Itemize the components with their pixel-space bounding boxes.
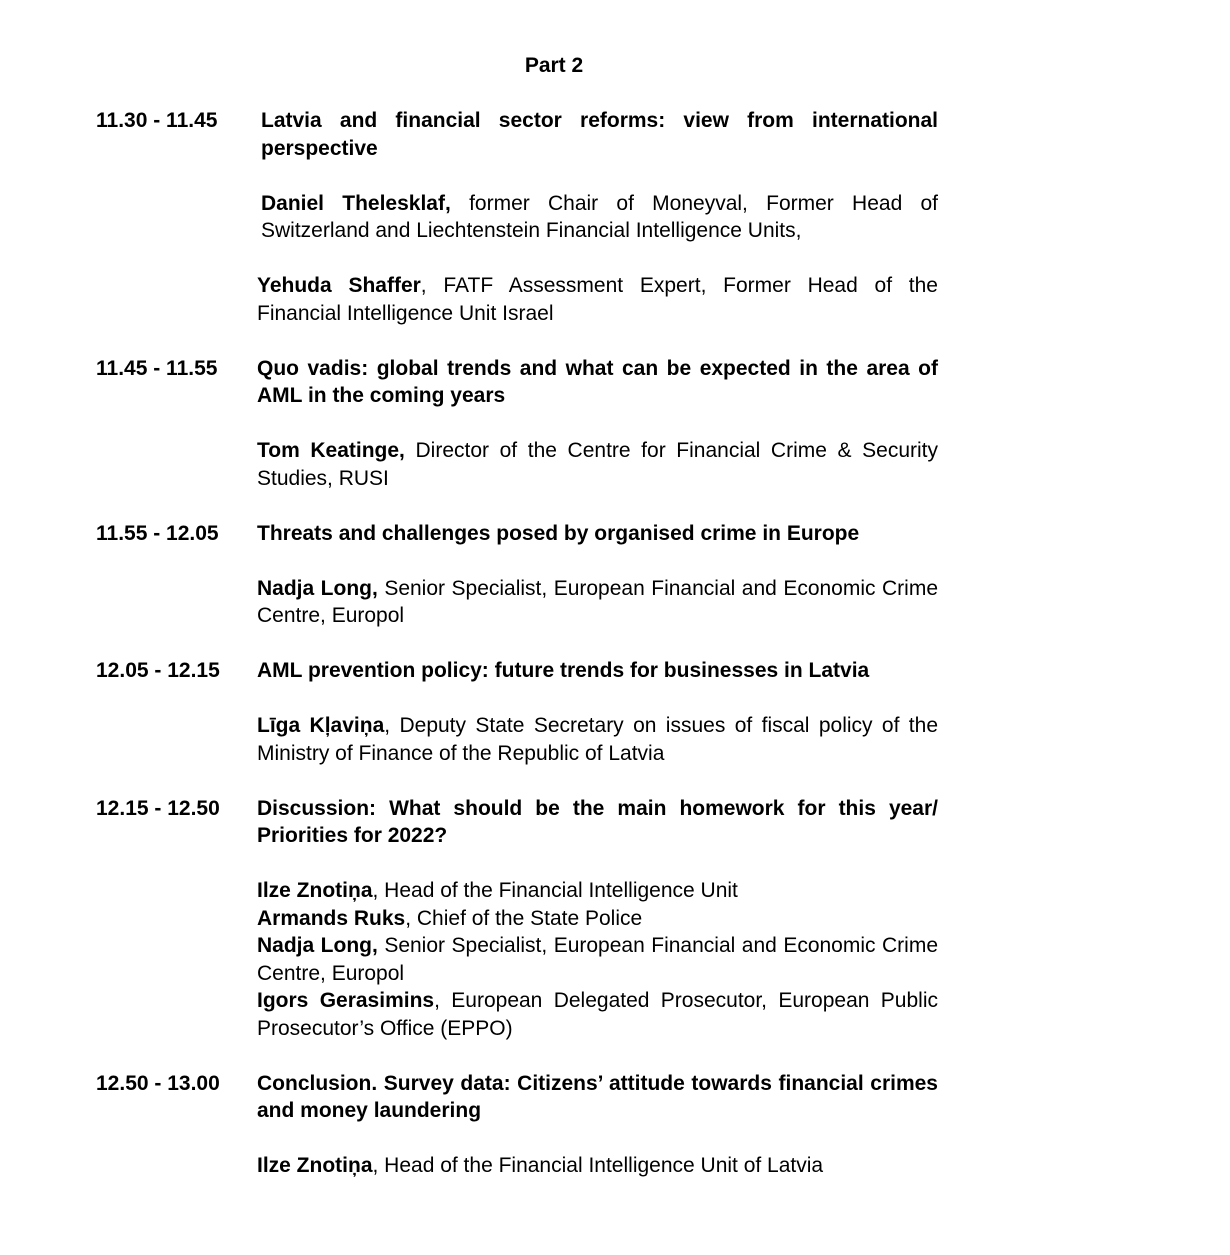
speaker-role: former Chair of Moneyval, Former Head of Switzerland and Liechtenstein Financial Intelligence Units, — [261, 191, 939, 242]
session-content — [257, 1070, 938, 1180]
session-topic: Discussion: What should be the main homework for this year/ Priorities for 2022? — [257, 796, 938, 847]
session-time: 11.30 - 11.45 — [96, 109, 218, 132]
speaker-list — [257, 575, 938, 630]
session-content — [257, 657, 938, 767]
speaker-name: Ilze Znotiņa — [257, 879, 373, 902]
session-content — [257, 795, 938, 1043]
page-title: Part 2 — [524, 54, 584, 77]
speaker — [257, 272, 938, 327]
session-time: 11.45 - 11.55 — [96, 356, 218, 380]
session-topic: Latvia and financial sector reforms: view from international perspective — [261, 109, 938, 160]
agenda-session — [96, 657, 938, 767]
speaker-name: Līga Kļaviņa — [257, 714, 385, 737]
agenda-session — [96, 795, 938, 1043]
speaker — [257, 575, 938, 630]
speaker-list — [257, 437, 938, 492]
speaker — [257, 905, 938, 933]
speaker-role: , Head of the Financial Intelligence Unit — [372, 879, 738, 902]
speaker-role: , European Delegated Prosecutor, European Public Prosecutor’s Office (EPPO) — [257, 989, 938, 1040]
speaker-name: Nadja Long, — [257, 576, 378, 600]
agenda-session — [96, 355, 938, 493]
session-content — [257, 107, 938, 245]
speaker-role: , Chief of the State Police — [405, 906, 643, 930]
speaker-name: Yehuda Shaffer — [257, 274, 421, 297]
session-content — [257, 520, 938, 630]
speaker-list — [257, 877, 938, 1042]
speaker-name: Armands Ruks — [257, 906, 406, 930]
agenda-session — [96, 107, 938, 245]
speaker-name: Ilze Znotiņa — [257, 1154, 373, 1177]
speaker-list — [257, 712, 938, 767]
session-time: 12.05 - 12.15 — [96, 659, 220, 682]
session-topic: Quo vadis: global trends and what can be expected in the area of AML in the coming years — [257, 356, 938, 407]
speaker-role: , FATF Assessment Expert, Former Head of the Financial Intelligence Unit Israel — [257, 274, 938, 325]
speaker — [257, 987, 938, 1042]
session-topic: Threats and challenges posed by organised crime in Europe — [257, 521, 860, 545]
agenda-session-continued — [96, 245, 938, 328]
speaker — [257, 932, 938, 987]
speaker-list — [261, 190, 938, 245]
session-time: 12.50 - 13.00 — [96, 1071, 220, 1095]
speaker-role: , Deputy State Secretary on issues of fiscal policy of the Ministry of Finance of the Republic of Latvia — [257, 714, 939, 765]
speaker — [257, 877, 938, 905]
speaker — [261, 190, 938, 245]
speaker-list — [257, 1152, 938, 1180]
speaker-role: Senior Specialist, European Financial and Economic Crime Centre, Europol — [257, 934, 939, 985]
session-time: 11.55 - 12.05 — [96, 521, 219, 545]
agenda — [96, 107, 938, 1207]
speaker — [257, 712, 938, 767]
speaker-role: , Head of the Financial Intelligence Unit of Latvia — [372, 1154, 824, 1177]
session-content — [257, 245, 938, 328]
session-time: 12.15 - 12.50 — [96, 796, 220, 820]
speaker-role: Senior Specialist, European Financial and Economic Crime Centre, Europol — [257, 576, 939, 627]
speaker-name: Daniel Thelesklaf, — [261, 191, 451, 215]
agenda-session — [96, 520, 938, 630]
speaker — [257, 1152, 938, 1180]
session-time-empty — [96, 245, 257, 328]
speaker-name: Igors Gerasimins — [257, 989, 435, 1012]
agenda-session — [96, 1070, 938, 1180]
speaker-name: Tom Keatinge, — [257, 439, 405, 462]
speaker — [257, 437, 938, 492]
session-content — [257, 355, 938, 493]
speaker-list — [257, 272, 938, 327]
session-topic: AML prevention policy: future trends for businesses in Latvia — [257, 659, 870, 682]
speaker-name: Nadja Long, — [257, 934, 378, 957]
speaker-role: Director of the Centre for Financial Crime & Security Studies, RUSI — [257, 439, 939, 490]
session-topic: Conclusion. Survey data: Citizens’ attitude towards financial crimes and money laundering — [257, 1071, 938, 1122]
